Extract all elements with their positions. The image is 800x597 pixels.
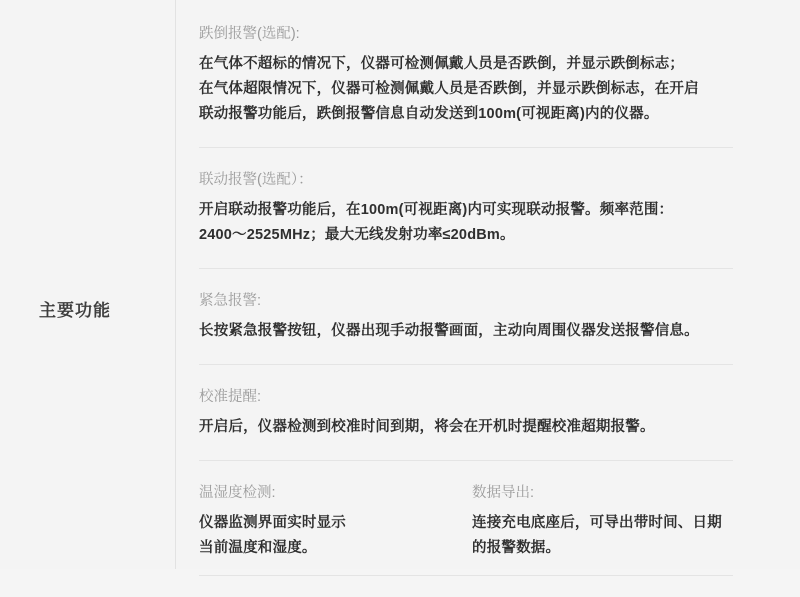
feature-title-temp-humidity: 温湿度检测: — [199, 485, 276, 501]
feature-body-line: 长按紧急报警按钮，仪器出现手动报警画面，主动向周围仪器发送报警信息。 — [199, 323, 699, 339]
feature-title-link-alarm: 联动报警(选配）： — [199, 172, 313, 188]
feature-title-calibration-reminder: 校准提醒: — [199, 389, 262, 405]
feature-body-line: 连接充电底座后，可导出带时间、日期 — [472, 515, 722, 531]
feature-body-fall-alarm — [199, 52, 733, 127]
feature-body-link-alarm — [199, 198, 733, 248]
label-column — [0, 0, 175, 569]
feature-body-line: 仪器监测界面实时显示 — [199, 515, 346, 531]
feature-body-calibration-reminder — [199, 415, 733, 440]
feature-block-calibration-reminder — [199, 364, 733, 460]
feature-title-emergency-alarm: 紧急报警: — [199, 293, 262, 309]
feature-body-line: 在气体不超标的情况下，仪器可检测佩戴人员是否跌倒，并显示跌倒标志； — [199, 56, 685, 72]
feature-body-line: 开启联动报警功能后，在100m(可视距离)内可实现联动报警。频率范围： — [199, 202, 674, 218]
feature-block-data-export — [466, 481, 733, 561]
feature-block-emergency-alarm — [199, 268, 733, 364]
feature-block-bottom-pair — [199, 460, 733, 597]
column-divider — [175, 0, 176, 569]
feature-body-line: 开启后，仪器检测到校准时间到期，将会在开机时提醒校准超期报警。 — [199, 419, 655, 435]
content-column — [199, 0, 733, 597]
feature-title-fall-alarm: 跌倒报警(选配): — [199, 26, 300, 42]
section-title: 主要功能 — [39, 301, 111, 320]
feature-body-line: 联动报警功能后，跌倒报警信息自动发送到100m(可视距离)内的仪器。 — [199, 106, 659, 122]
feature-body-line: 的报警数据。 — [472, 540, 561, 556]
feature-body-line: 2400～2525MHz；最大无线发射功率≤20dBm。 — [199, 227, 515, 243]
feature-block-temp-humidity — [199, 481, 466, 561]
feature-block-fall-alarm — [199, 0, 733, 147]
feature-body-temp-humidity — [199, 511, 466, 561]
feature-body-emergency-alarm — [199, 319, 733, 344]
feature-body-line: 在气体超限情况下，仪器可检测佩戴人员是否跌倒，并显示跌倒标志，在开启 — [199, 81, 699, 97]
feature-body-line: 当前温度和湿度。 — [199, 540, 317, 556]
feature-body-data-export — [472, 511, 733, 561]
feature-title-data-export: 数据导出: — [472, 485, 535, 501]
bottom-divider — [199, 575, 733, 577]
feature-block-link-alarm — [199, 147, 733, 268]
